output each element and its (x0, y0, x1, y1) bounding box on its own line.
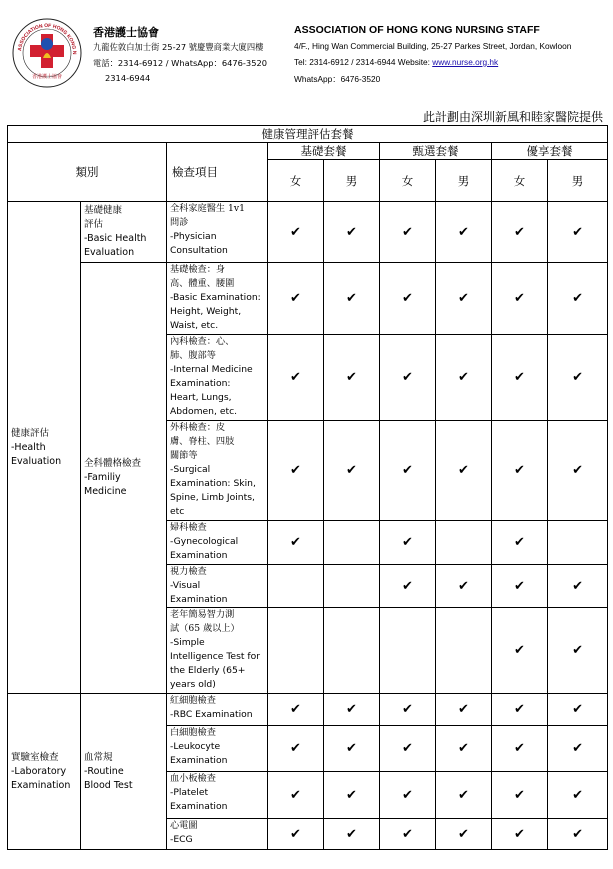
check-mark: ✔ (436, 335, 492, 421)
check-mark: ✔ (268, 335, 324, 421)
sub-family-en1: -Familiy (84, 472, 121, 483)
category-health-en2: Evaluation (11, 455, 62, 467)
item-line: -Basic Examination: (170, 292, 261, 303)
item-line: -Physician (170, 231, 217, 242)
empty-cell (324, 521, 380, 565)
item-line: 全科家庭醫生 1v1 (170, 203, 245, 214)
item-line: Examination (170, 801, 228, 812)
item-rbc (167, 694, 268, 726)
item-line: -Leukocyte (170, 741, 221, 752)
check-mark: ✔ (492, 335, 548, 421)
gender-male: 男 (324, 160, 380, 202)
col-category-header: 類別 (8, 143, 167, 202)
item-line: -Internal Medicine (170, 364, 253, 375)
item-line: Spine, Limb Joints, (170, 492, 255, 503)
item-line: 膚、脊柱、四肢 (170, 436, 235, 447)
check-mark: ✔ (492, 421, 548, 521)
category-lab-en1: -Laboratory (11, 765, 67, 777)
empty-cell (324, 608, 380, 694)
item-line: 關節等 (170, 450, 198, 461)
item-gynecological (167, 521, 268, 565)
item-line: Waist, etc. (170, 320, 219, 331)
item-line: 問診 (170, 217, 189, 228)
sub-basic-en2: Evaluation (84, 247, 135, 258)
health-package-table (7, 125, 608, 850)
contact-zh-line2: 2314-6944 (105, 73, 151, 83)
check-mark: ✔ (436, 565, 492, 608)
table-title: 健康管理評估套餐 (8, 126, 608, 143)
check-mark: ✔ (492, 694, 548, 726)
item-line: 紅細胞檢查 (170, 695, 216, 706)
item-internal-medicine (167, 335, 268, 421)
package-basic-header: 基礎套餐 (268, 143, 380, 160)
check-mark: ✔ (324, 202, 380, 263)
package-premium-header: 優享套餐 (492, 143, 608, 160)
check-mark: ✔ (492, 565, 548, 608)
check-mark: ✔ (380, 772, 436, 819)
check-mark: ✔ (492, 772, 548, 819)
item-line: 白細胞檢查 (170, 727, 216, 738)
sub-basic-zh1: 基礎健康 (84, 205, 123, 216)
check-mark: ✔ (548, 772, 608, 819)
check-mark: ✔ (380, 694, 436, 726)
check-mark: ✔ (268, 726, 324, 772)
item-elderly-intelligence (167, 608, 268, 694)
website-link[interactable]: www.nurse.org.hk (432, 57, 499, 67)
logo-ring-text: ASSOCIATION OF HONG KONG N (17, 22, 78, 55)
item-line: -ECG (170, 834, 193, 845)
check-mark: ✔ (380, 565, 436, 608)
empty-cell (548, 521, 608, 565)
item-basic-exam (167, 263, 268, 335)
item-line: -Platelet (170, 787, 209, 798)
sub-basic-zh2: 評估 (84, 219, 104, 230)
empty-cell (436, 608, 492, 694)
check-mark: ✔ (548, 202, 608, 263)
subcategory-basic (81, 202, 167, 263)
item-line: 血小板檢查 (170, 773, 216, 784)
item-line: -Visual (170, 580, 201, 591)
check-mark: ✔ (492, 726, 548, 772)
sub-basic-en1: -Basic Health (84, 233, 147, 244)
check-mark: ✔ (324, 726, 380, 772)
association-logo (12, 18, 82, 88)
item-line: 肺、腹部等 (170, 350, 216, 361)
check-mark: ✔ (268, 694, 324, 726)
org-name-zh: 香港護士協會 (93, 26, 159, 39)
item-line: Examination: (170, 378, 231, 389)
empty-cell (268, 565, 324, 608)
check-mark: ✔ (492, 521, 548, 565)
check-mark: ✔ (324, 772, 380, 819)
item-line: 心電圖 (170, 820, 198, 831)
contact-en (294, 57, 498, 67)
tel-en: Tel: 2314-6912 / 2314-6944 Website: (294, 57, 433, 67)
table-row (8, 694, 608, 726)
sponsor-note: 此計劃由深圳新風和睦家醫院提供 (422, 110, 603, 124)
item-surgical (167, 421, 268, 521)
category-health-zh: 健康評估 (11, 427, 50, 439)
check-mark: ✔ (436, 421, 492, 521)
sub-blood-en2: Blood Test (84, 779, 133, 791)
check-mark: ✔ (268, 263, 324, 335)
gender-male: 男 (548, 160, 608, 202)
item-line: etc (170, 506, 185, 517)
category-lab-zh: 實驗室檢查 (11, 751, 59, 763)
check-mark: ✔ (324, 819, 380, 850)
item-line: Examination (170, 755, 228, 766)
check-mark: ✔ (548, 726, 608, 772)
check-mark: ✔ (380, 819, 436, 850)
item-line: 試（65 歲以上） (170, 623, 240, 634)
check-mark: ✔ (548, 263, 608, 335)
check-mark: ✔ (436, 772, 492, 819)
logo-zh-text: 香港護士協會 (31, 74, 63, 80)
check-mark: ✔ (380, 421, 436, 521)
check-mark: ✔ (380, 335, 436, 421)
check-mark: ✔ (324, 263, 380, 335)
item-line: Abdomen, etc. (170, 406, 238, 417)
category-health-en1: -Health (11, 441, 46, 453)
subcategory-family (81, 263, 167, 694)
empty-cell (436, 521, 492, 565)
check-mark: ✔ (324, 421, 380, 521)
item-line: 婦科檢查 (170, 522, 207, 533)
check-mark: ✔ (548, 565, 608, 608)
col-item-header: 檢查項目 (167, 143, 268, 202)
check-mark: ✔ (548, 694, 608, 726)
item-line: 高、體重、腰圍 (170, 278, 235, 289)
check-mark: ✔ (548, 421, 608, 521)
check-mark: ✔ (268, 772, 324, 819)
check-mark: ✔ (492, 819, 548, 850)
check-mark: ✔ (436, 263, 492, 335)
whatsapp-en: WhatsApp：6476-3520 (294, 74, 381, 84)
item-line: 內科檢查：心、 (170, 336, 235, 347)
address-en: 4/F., Hing Wan Commercial Building, 25-27 Parkes Street, Jordan, Kowloon (294, 41, 572, 51)
sub-family-zh: 全科體格檢查 (84, 458, 142, 469)
item-line: 基礎檢查：身 (170, 264, 226, 275)
item-line: Consultation (170, 245, 228, 256)
table-row (8, 263, 608, 335)
check-mark: ✔ (548, 335, 608, 421)
check-mark: ✔ (380, 521, 436, 565)
address-zh: 九龍佐敦白加士街 25-27 號慶豐商業大廈四樓 (93, 42, 264, 52)
gender-female: 女 (268, 160, 324, 202)
sub-family-en2: Medicine (84, 486, 127, 497)
check-mark: ✔ (380, 726, 436, 772)
item-line: Examination (170, 594, 228, 605)
check-mark: ✔ (436, 202, 492, 263)
package-select-header: 甄選套餐 (380, 143, 492, 160)
check-mark: ✔ (492, 263, 548, 335)
org-name-en: ASSOCIATION OF HONG KONG NURSING STAFF (294, 24, 540, 36)
check-mark: ✔ (548, 608, 608, 694)
item-leukocyte (167, 726, 268, 772)
check-mark: ✔ (492, 608, 548, 694)
category-lab-en2: Examination (11, 779, 71, 791)
sub-blood-en1: -Routine (84, 765, 124, 777)
item-line: -Gynecological (170, 536, 239, 547)
item-line: Examination (170, 550, 228, 561)
empty-cell (380, 608, 436, 694)
check-mark: ✔ (268, 421, 324, 521)
item-line: Intelligence Test for (170, 651, 261, 662)
sub-blood-zh: 血常規 (84, 751, 113, 763)
item-line: Heart, Lungs, (170, 392, 232, 403)
item-line: -RBC Examination (170, 709, 253, 720)
table-row (8, 202, 608, 263)
category-health (8, 202, 81, 694)
check-mark: ✔ (268, 202, 324, 263)
item-line: -Simple (170, 637, 205, 648)
check-mark: ✔ (492, 202, 548, 263)
item-line: 外科檢查：皮 (170, 422, 226, 433)
contact-zh-line1: 電話：2314-6912 / WhatsApp：6476-3520 (93, 58, 268, 68)
item-line: the Elderly (65+ (170, 665, 246, 676)
item-line: Examination: Skin, (170, 478, 256, 489)
item-line: Height, Weight, (170, 306, 242, 317)
check-mark: ✔ (436, 819, 492, 850)
category-lab (8, 694, 81, 850)
gender-female: 女 (492, 160, 548, 202)
check-mark: ✔ (436, 726, 492, 772)
empty-cell (268, 608, 324, 694)
item-line: 視力檢查 (170, 566, 207, 577)
check-mark: ✔ (380, 263, 436, 335)
item-consultation (167, 202, 268, 263)
item-line: 老年簡易智力測 (170, 609, 235, 620)
item-platelet (167, 772, 268, 819)
check-mark: ✔ (324, 335, 380, 421)
check-mark: ✔ (268, 521, 324, 565)
check-mark: ✔ (436, 694, 492, 726)
gender-male: 男 (436, 160, 492, 202)
item-ecg (167, 819, 268, 850)
gender-female: 女 (380, 160, 436, 202)
empty-cell (324, 565, 380, 608)
subcategory-blood (81, 694, 167, 850)
check-mark: ✔ (548, 819, 608, 850)
item-line: years old) (170, 679, 216, 690)
check-mark: ✔ (324, 694, 380, 726)
check-mark: ✔ (268, 819, 324, 850)
item-visual (167, 565, 268, 608)
item-line: -Surgical (170, 464, 211, 475)
check-mark: ✔ (380, 202, 436, 263)
